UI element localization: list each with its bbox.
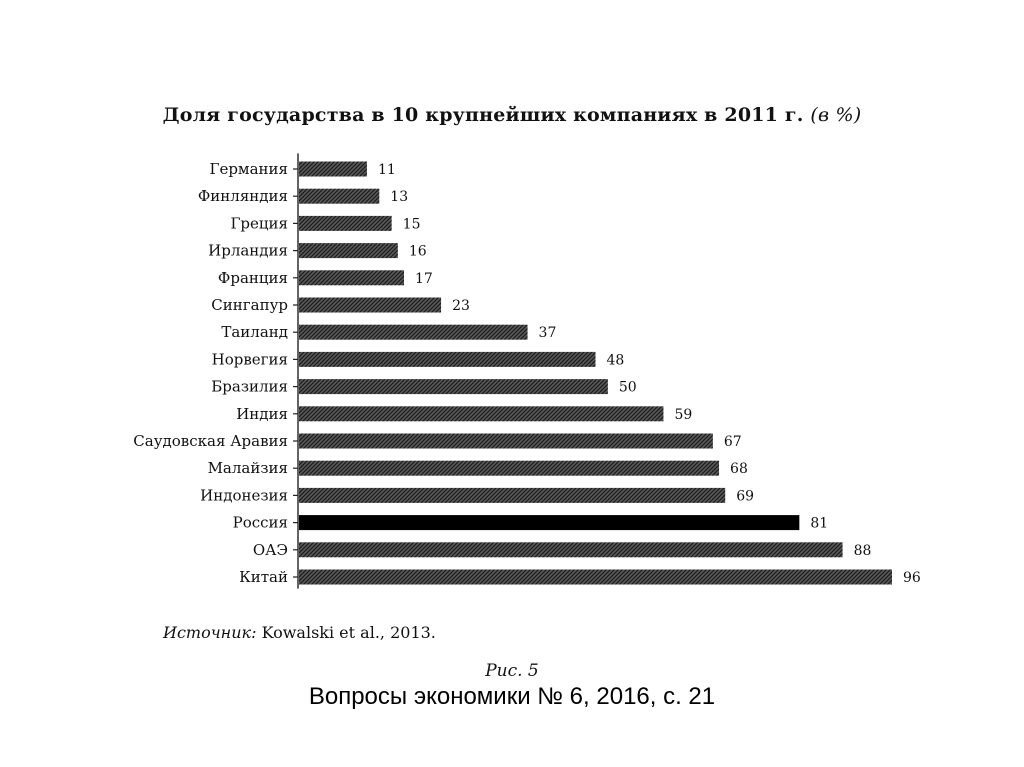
value-label: 59 <box>674 406 693 423</box>
category-label: Сингапур <box>211 296 288 314</box>
value-label: 15 <box>402 216 421 233</box>
chart-axis <box>293 153 298 588</box>
chart-bars <box>299 162 892 585</box>
bar-9 <box>299 379 608 394</box>
category-label: Ирландия <box>208 241 288 260</box>
value-label: 37 <box>538 325 557 342</box>
bar-4 <box>299 243 398 258</box>
bar-7 <box>299 325 528 340</box>
bar-14 <box>299 515 799 530</box>
figure-caption: Рис. 5 <box>485 661 539 681</box>
value-label: 68 <box>730 461 748 478</box>
bar-15 <box>299 542 843 557</box>
category-label: Греция <box>230 214 288 233</box>
category-label: Малайзия <box>207 459 288 478</box>
source-text: Kowalski et al., 2013. <box>261 623 436 642</box>
bar-3 <box>299 216 392 231</box>
source-note <box>163 623 436 642</box>
value-label: 88 <box>853 542 872 559</box>
citation: Вопросы экономики № 6, 2016, с. 21 <box>308 683 716 710</box>
category-label: Финляндия <box>197 187 288 206</box>
category-label: Германия <box>209 160 288 178</box>
bar-2 <box>299 189 379 204</box>
bar-6 <box>299 298 441 313</box>
bar-12 <box>299 461 719 476</box>
value-label: 96 <box>903 570 921 586</box>
category-label: Норвегия <box>211 350 288 369</box>
bar-13 <box>299 488 725 503</box>
category-label: Саудовская Аравия <box>133 432 288 450</box>
category-label: Таиланд <box>221 323 288 342</box>
bar-1 <box>299 162 367 177</box>
category-label: Индия <box>236 404 288 423</box>
value-label: 23 <box>452 298 470 314</box>
value-label: 16 <box>408 243 427 260</box>
value-label: 81 <box>810 515 829 532</box>
value-label: 69 <box>736 488 755 505</box>
category-label: Франция <box>217 268 288 287</box>
bar-16 <box>299 570 892 585</box>
category-label: ОАЭ <box>252 540 288 559</box>
bar-11 <box>299 434 713 449</box>
category-label: Индонезия <box>200 486 288 505</box>
value-label: 48 <box>606 352 625 369</box>
value-label: 50 <box>618 379 637 396</box>
category-label: Россия <box>232 513 288 532</box>
chart-title-text: Доля государства в 10 крупнейших компаниях в 2011 г. <box>162 104 804 126</box>
bar-10 <box>299 406 663 421</box>
bar-5 <box>299 270 404 285</box>
bar-8 <box>299 352 596 367</box>
chart-category-labels <box>133 160 288 586</box>
category-label: Бразилия <box>211 377 288 396</box>
source-label: Источник: <box>163 623 257 642</box>
value-label: 11 <box>377 162 396 178</box>
value-label: 13 <box>390 189 409 206</box>
value-label: 67 <box>723 434 742 450</box>
value-label: 17 <box>415 270 433 287</box>
chart-title-unit: (в %) <box>810 104 862 126</box>
category-label: Китай <box>239 568 288 586</box>
